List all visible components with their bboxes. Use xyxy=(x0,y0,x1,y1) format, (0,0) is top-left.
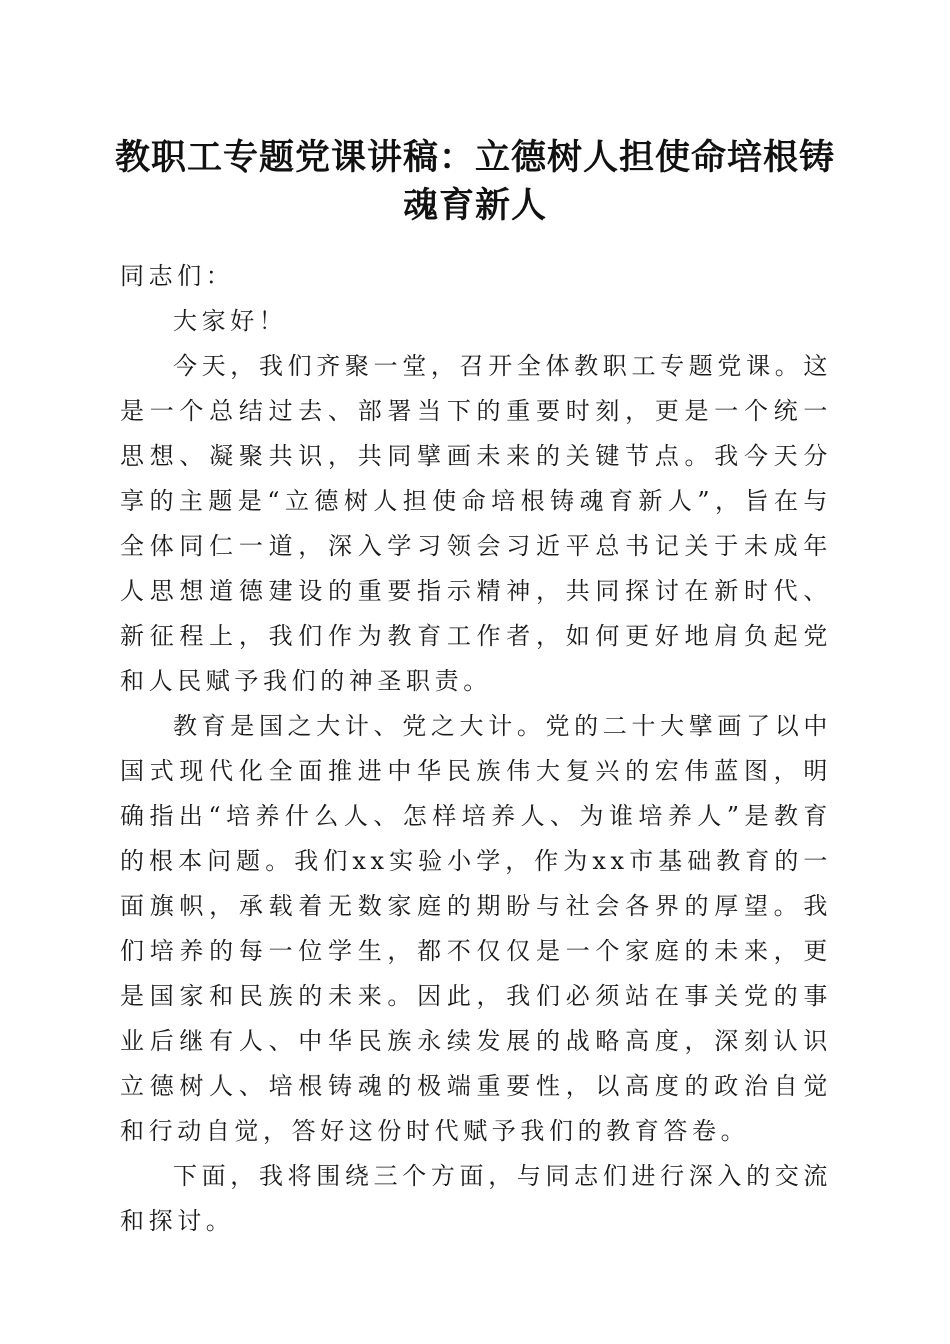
paragraph-outline: 下面，我将围绕三个方面，与同志们进行深入的交流和探讨。 xyxy=(120,1162,832,1235)
document-body xyxy=(120,254,832,1244)
greeting: 大家好！ xyxy=(173,307,288,335)
paragraph-intro: 今天，我们齐聚一堂，召开全体教职工专题党课。这是一个总结过去、部署当下的重要时刻，更是一个统一思想、凝聚共识，共同擘画未来的关键节点。我今天分享的主题是“立德树人担使命培根铸魂育新人”，旨在与全体同仁一道，深入学习领会习近平总书记关于未成年人思想道德建设的重要指示精神，共同探讨在新时代、新征程上，我们作为教育工作者，如何更好地肩负起党和人民赋予我们的神圣职责。 xyxy=(120,352,832,695)
paragraph-education: 教育是国之大计、党之大计。党的二十大擘画了以中国式现代化全面推进中华民族伟大复兴的宏伟蓝图，明确指出“培养什么人、怎样培养人、为谁培养人”是教育的根本问题。我们xx实验小学，作为xx市基础教育的一面旗帜，承载着无数家庭的期盼与社会各界的厚望。我们培养的每一位学生，都不仅仅是一个家庭的未来，更是国家和民族的未来。因此，我们必须站在事关党的事业后继有人、中华民族永续发展的战略高度，深刻认识立德树人、培根铸魂的极端重要性，以高度的政治自觉和行动自觉，答好这份时代赋予我们的教育答卷。 xyxy=(120,712,832,1145)
document-title: 教职工专题党课讲稿：立德树人担使命培根铸魂育新人 xyxy=(114,137,835,226)
salutation: 同志们： xyxy=(120,262,235,290)
